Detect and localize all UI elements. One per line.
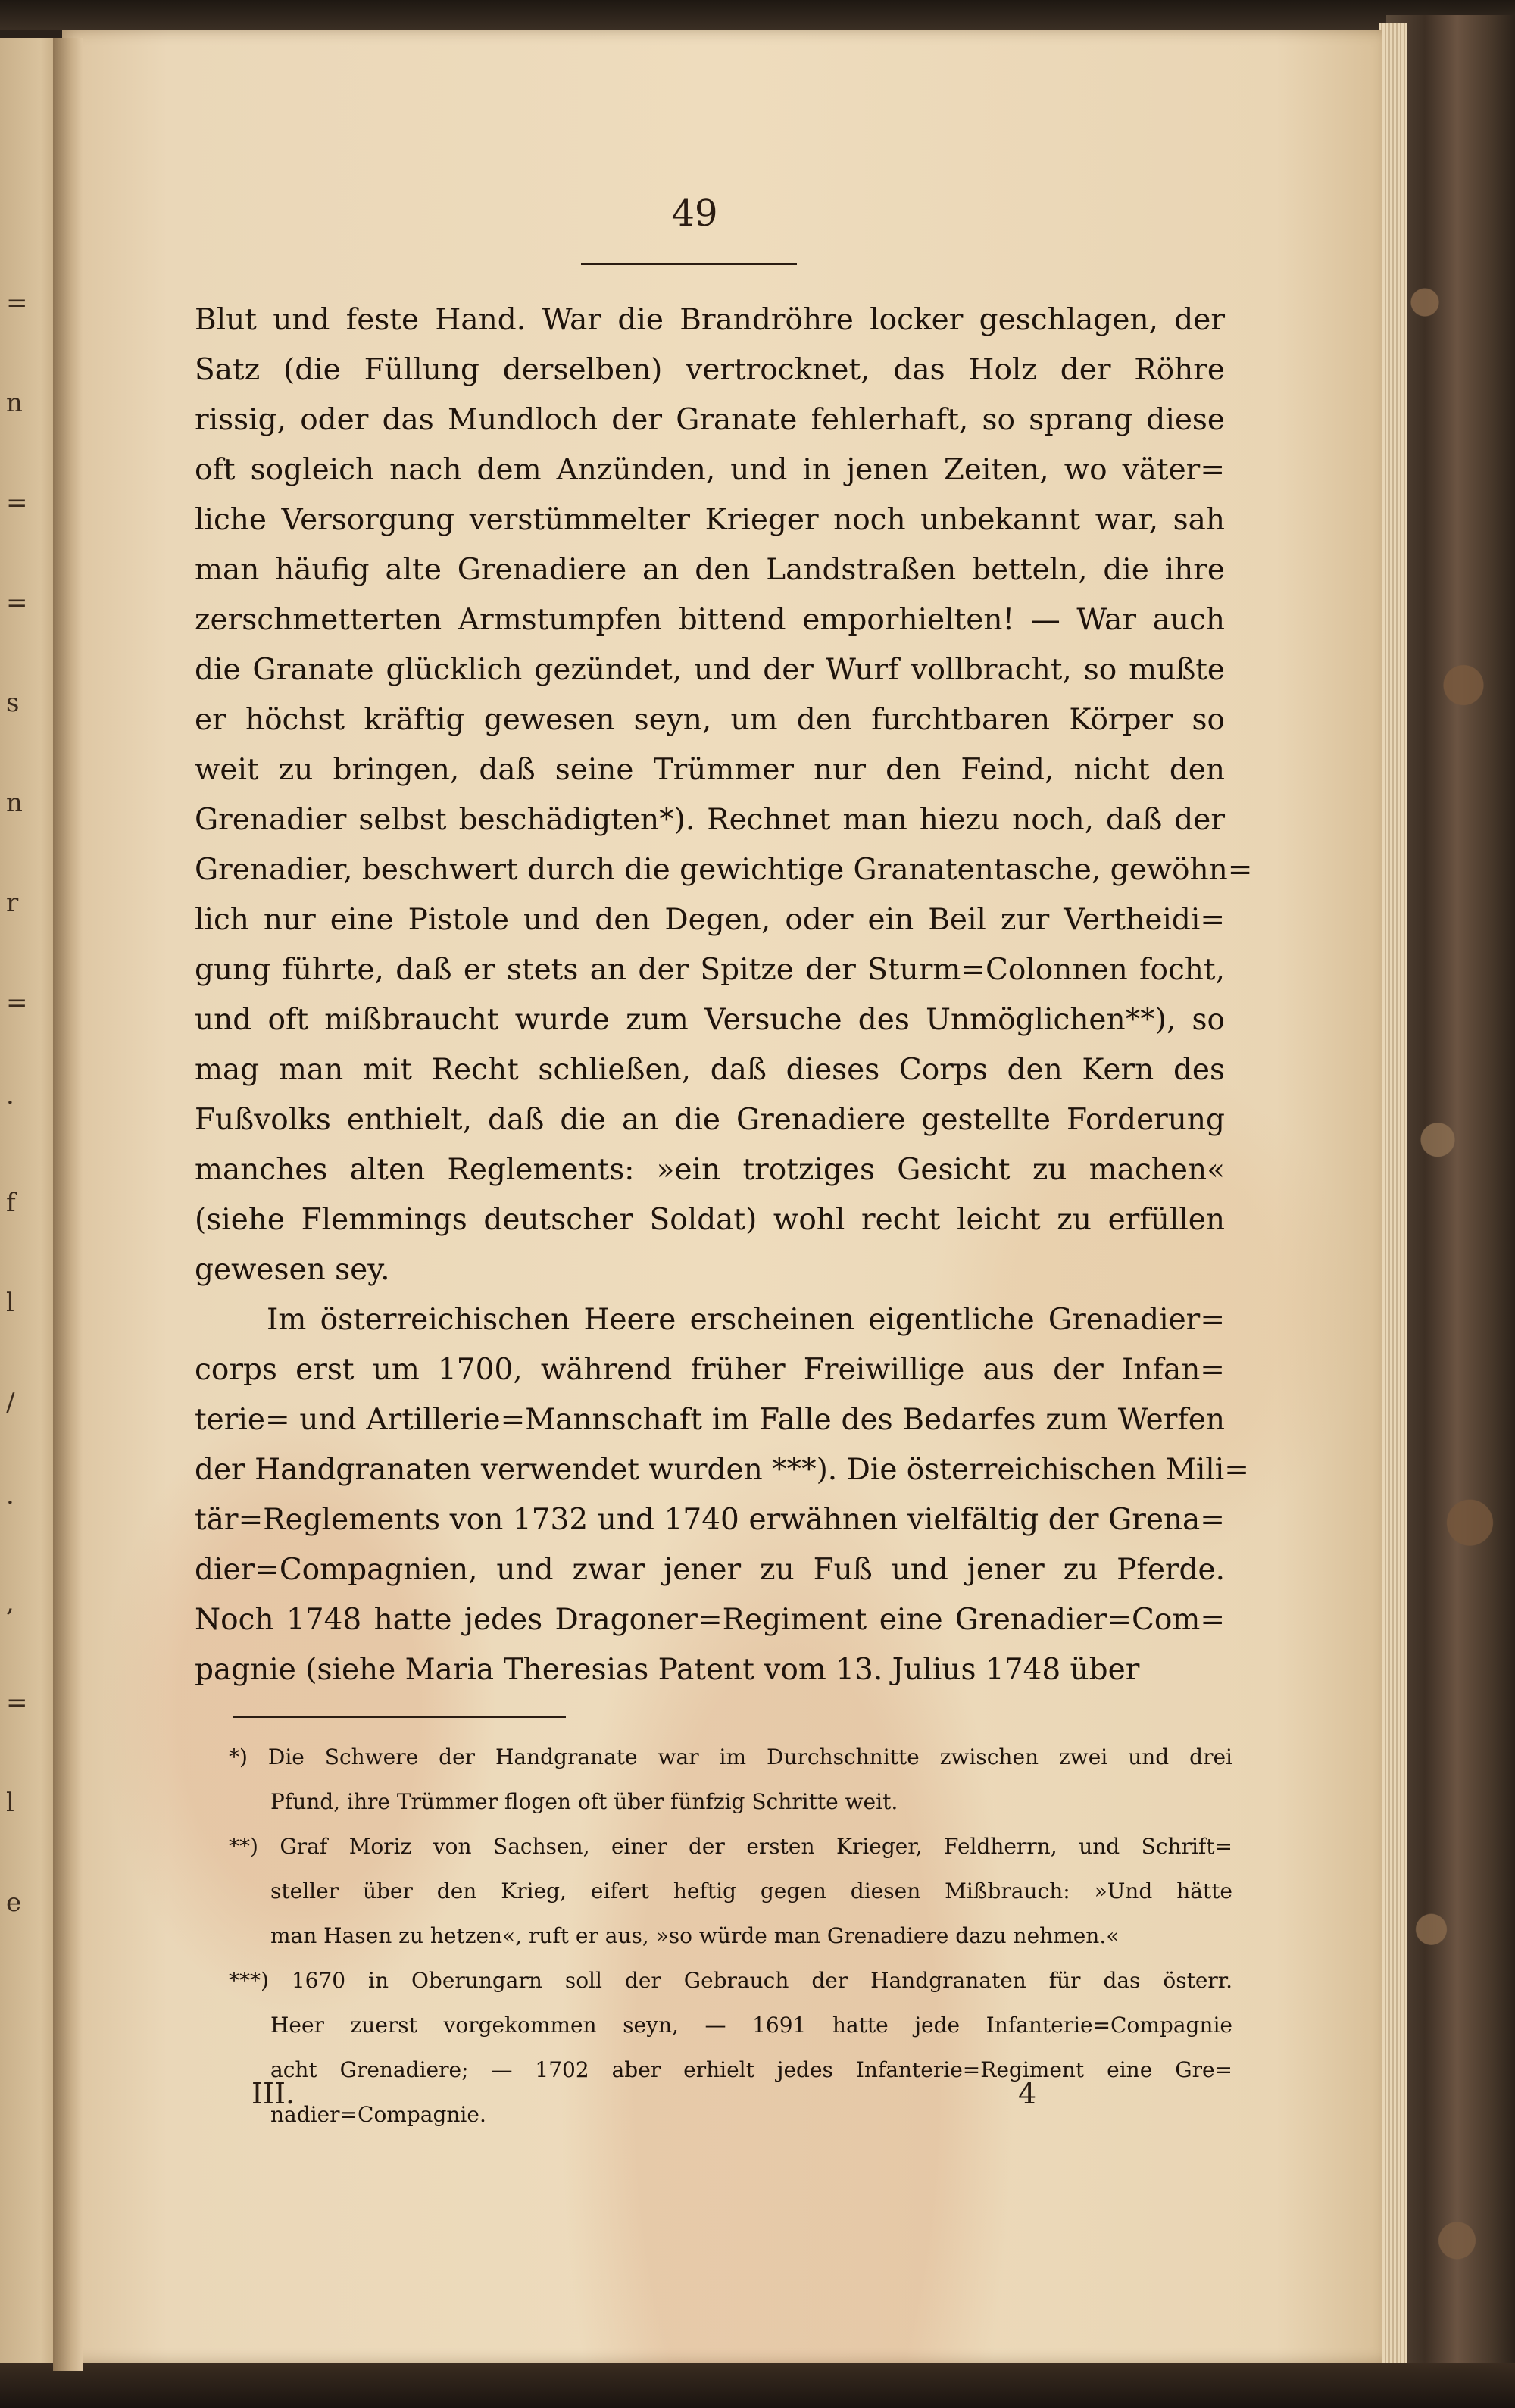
body-line: die Granate glücklich gezündet, und der Wurf vollbracht, so mußte — [195, 653, 1225, 687]
footnote-line: man Hasen zu hetzen«, ruft er aus, »so würde man Grenadiere dazu nehmen.« — [270, 1923, 1120, 1948]
page-stack-edges — [1379, 23, 1407, 2363]
body-line: mag man mit Recht schließen, daß dieses Corps den Kern des — [195, 1053, 1225, 1087]
body-line: manches alten Reglements: »ein trotziges Gesicht zu machen« — [195, 1153, 1225, 1187]
body-line: Satz (die Füllung derselben) vertrocknet, das Holz der Röhre — [195, 353, 1225, 387]
body-line: terie= und Artillerie=Mannschaft im Falle des Bedarfes zum Werfen — [195, 1403, 1225, 1437]
previous-page-glyph: l — [6, 1288, 14, 1318]
footnote-line: Pfund, ihre Trümmer flogen oft über fünfzig Schritte weit. — [270, 1789, 898, 1814]
body-line: man häufig alte Grenadiere an den Landstraßen betteln, die ihre — [195, 553, 1225, 587]
body-line: liche Versorgung verstümmelter Krieger noch unbekannt war, sah — [195, 503, 1225, 537]
body-line: rissig, oder das Mundloch der Granate fehlerhaft, so sprang diese — [195, 403, 1225, 437]
footnote-line: *) Die Schwere der Handgranate war im Durchschnitte zwischen zwei und drei — [229, 1744, 1232, 1769]
body-line: oft sogleich nach dem Anzünden, und in jenen Zeiten, wo väter= — [195, 453, 1225, 487]
previous-page-glyph: n — [6, 388, 23, 418]
body-line: Fußvolks enthielt, daß die an die Grenadiere gestellte Forderung — [195, 1103, 1225, 1137]
footnote-line: nadier=Compagnie. — [270, 2102, 486, 2127]
body-line: tär=Reglements von 1732 und 1740 erwähnen vielfältig der Grena= — [195, 1503, 1225, 1537]
footnote-line: acht Grenadiere; — 1702 aber erhielt jedes Infanterie=Regiment eine Gre= — [270, 2057, 1232, 2082]
page-number: 49 — [671, 192, 718, 235]
previous-page-glyph: l — [6, 1788, 14, 1818]
body-line: zerschmetterten Armstumpfen bittend emporhielten! — War auch — [195, 603, 1225, 637]
body-line: weit zu bringen, daß seine Trümmer nur den Feind, nicht den — [195, 753, 1225, 787]
book-page — [62, 30, 1382, 2363]
previous-page-glyph: = — [6, 488, 28, 518]
footnote-line: steller über den Krieg, eifert heftig gegen diesen Mißbrauch: »Und hätte — [270, 1879, 1232, 1904]
previous-page-glyph: = — [6, 1688, 28, 1718]
book-cover-bottom — [0, 2363, 1515, 2408]
body-text — [195, 295, 1253, 1695]
footnote-line: ***) 1670 in Oberungarn soll der Gebrauch der Handgranaten für das österr. — [229, 1968, 1232, 1993]
body-line: und oft mißbraucht wurde zum Versuche des Unmöglichen**), so — [195, 1003, 1225, 1037]
previous-page-glyph: = — [6, 988, 28, 1018]
previous-page-glyph: · — [6, 1088, 14, 1118]
body-line: pagnie (siehe Maria Theresias Patent vom 13. Julius 1748 über — [195, 1653, 1140, 1687]
body-line: (siehe Flemmings deutscher Soldat) wohl recht leicht zu erfüllen — [195, 1203, 1225, 1237]
signature-number: 4 — [1018, 2077, 1037, 2110]
previous-page-glyph: · — [6, 1488, 14, 1518]
body-line: Blut und feste Hand. War die Brandröhre locker geschlagen, der — [195, 303, 1225, 337]
book-cover-top — [0, 0, 1515, 30]
body-line: gewesen sey. — [195, 1253, 390, 1287]
body-line: der Handgranaten verwendet wurden ***). Die österreichischen Mili= — [195, 1453, 1249, 1487]
footnotes — [229, 1735, 1232, 2137]
body-line: er höchst kräftig gewesen seyn, um den furchtbaren Körper so — [195, 703, 1225, 737]
body-line: Noch 1748 hatte jedes Dragoner=Regiment eine Grenadier=Com= — [195, 1603, 1225, 1637]
previous-page-glyph: = — [6, 588, 28, 618]
page-gutter — [53, 38, 83, 2371]
body-line: Grenadier, beschwert durch die gewichtige Granatentasche, gewöhn= — [195, 853, 1253, 887]
previous-page-glyph: / — [6, 1388, 15, 1418]
body-line: gung führte, daß er stets an der Spitze der Sturm=Colonnen focht, — [195, 953, 1225, 987]
body-line: Grenadier selbst beschädigten*). Rechnet man hiezu noch, daß der — [195, 803, 1225, 837]
signature-mark: III. — [251, 2077, 295, 2110]
previous-page-glyph: s — [6, 688, 20, 718]
footnote-rule — [233, 1716, 566, 1718]
previous-page-glyph: f — [6, 1188, 16, 1218]
body-line: Im österreichischen Heere erscheinen eigentliche Grenadier= — [267, 1303, 1225, 1337]
footnote-line: Heer zuerst vorgekommen seyn, — 1691 hatte jede Infanterie=Compagnie — [270, 2013, 1232, 2038]
body-line: lich nur eine Pistole und den Degen, oder ein Beil zur Vertheidi= — [195, 903, 1225, 937]
footnote-line: **) Graf Moriz von Sachsen, einer der ersten Krieger, Feldherrn, und Schrift= — [229, 1834, 1232, 1859]
body-line: corps erst um 1700, während früher Freiwillige aus der Infan= — [195, 1353, 1225, 1387]
previous-page-glyph: , — [6, 1588, 14, 1618]
previous-page-glyph: = — [6, 288, 28, 318]
previous-page-glyph: r — [6, 888, 19, 918]
page-number-rule — [581, 263, 797, 265]
body-line: dier=Compagnien, und zwar jener zu Fuß und jener zu Pferde. — [195, 1553, 1225, 1587]
previous-page-glyph: e — [6, 1888, 22, 1918]
previous-page-glyph: n — [6, 788, 23, 818]
